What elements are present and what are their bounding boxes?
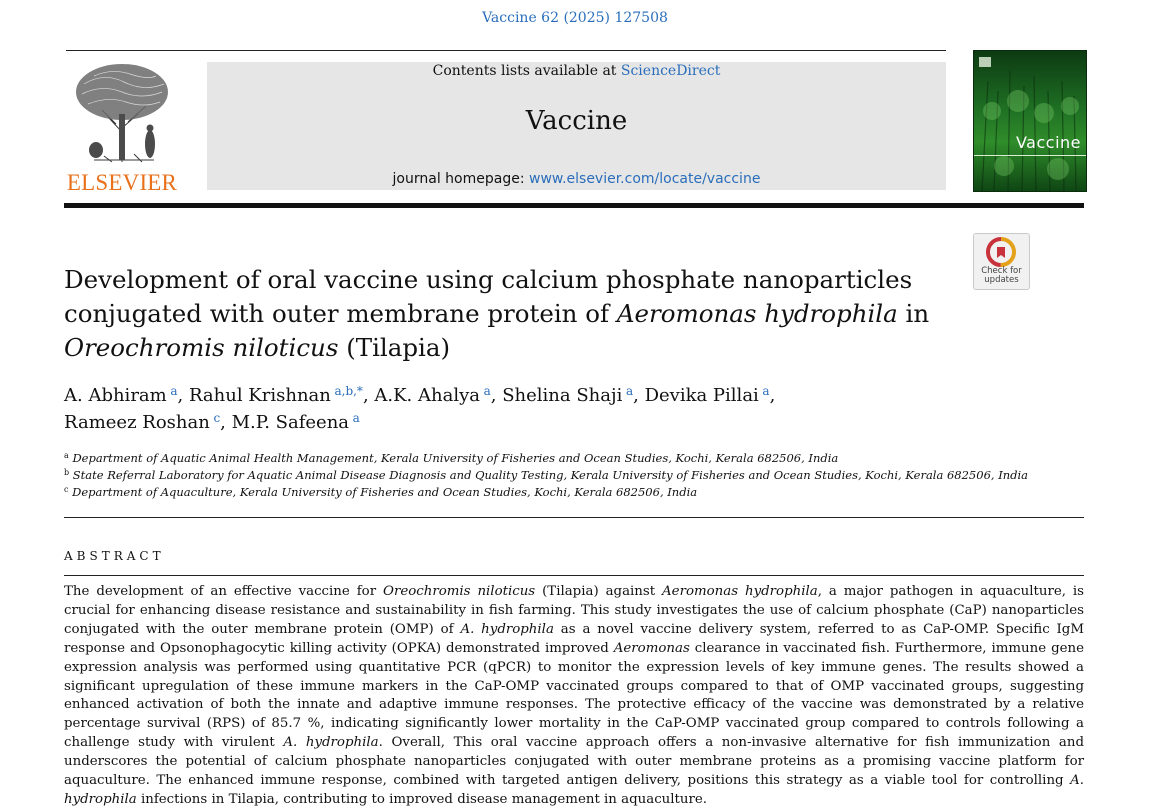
cover-divider [974, 155, 1086, 156]
article-title [64, 263, 944, 365]
title-italic-segment: Oreochromis niloticus [64, 333, 339, 362]
author-separator: , [633, 385, 645, 406]
journal-banner [207, 62, 946, 190]
author-affiliation-marker[interactable]: a [170, 384, 178, 398]
affiliation-text: Department of Aquatic Animal Health Management, Kerala University of Fisheries and Ocean Studies, Kochi, Kerala 682506, India [72, 451, 839, 465]
abstract-segment: , a major pathogen in aquaculture, is crucial for enhancing disease resistance and sustainability in fish farming. This study investigates the use of calcium phosphate (CaP) nanoparticles conjugated with the outer membrane protein (OMP) of [64, 584, 1084, 637]
publisher-logo-text: ELSEVIER [66, 170, 178, 195]
check-updates-icon [984, 237, 1018, 269]
journal-homepage-line [207, 171, 946, 187]
author-name[interactable]: Shelina Shaji [502, 385, 623, 406]
affiliation-item [64, 450, 1064, 467]
author-name[interactable]: M.P. Safeena [231, 412, 350, 433]
abstract-italic-segment: A. hydrophila [460, 621, 554, 637]
homepage-prefix: journal homepage: [392, 171, 529, 187]
author-name[interactable]: Devika Pillai [644, 385, 759, 406]
abstract-italic-segment: Aeromonas hydrophila [662, 584, 818, 599]
author-separator: , [220, 412, 232, 433]
abstract-segment: infections in Tilapia, contributing to improved disease management in aquaculture. [136, 791, 708, 807]
abstract-segment: The development of an effective vaccine for [64, 584, 384, 599]
check-updates-label [974, 267, 1029, 285]
author-separator: , [769, 385, 776, 406]
journal-citation[interactable] [0, 10, 1150, 26]
cover-journal-name: Vaccine [1015, 133, 1081, 152]
affiliation-text: Department of Aquaculture, Kerala University of Fisheries and Ocean Studies, Kochi, Kerala 682506, India [72, 485, 698, 499]
affiliation-marker: b [64, 468, 70, 477]
author-affiliation-marker[interactable]: a [483, 384, 491, 398]
abstract-italic-segment: A. hydrophila [283, 735, 379, 751]
affiliation-text: State Referral Laboratory for Aquatic Animal Disease Diagnosis and Quality Testing, Kerala University of Fisheries and Ocean Studies, Kochi, Kerala 682506, India [72, 468, 1029, 482]
affiliation-marker: c [64, 485, 69, 494]
title-italic-segment: Aeromonas hydrophila [616, 299, 898, 328]
section-divider [64, 517, 1084, 518]
header-top-rule [66, 50, 946, 51]
abstract-italic-segment: Aeromonas [613, 640, 690, 656]
abstract-heading: ABSTRACT [64, 549, 165, 563]
abstract-rule [64, 575, 1084, 576]
author-separator: , [177, 385, 189, 406]
sciencedirect-link[interactable]: ScienceDirect [620, 63, 721, 79]
title-segment: Development of oral vaccine using calcium phosphate nanoparticles conjugated with outer membrane protein of [64, 265, 913, 328]
author-affiliation-marker[interactable]: a [762, 384, 770, 398]
abstract-segment: . Overall, This oral vaccine approach offers a non-invasive alternative for fish immunization and underscores the potential of calcium phosphate nanoparticles conjugated with outer membrane proteins as a promising vaccine platform for aquaculture. The enhanced immune response, combined with targeted antigen delivery, positions this strategy as a viable tool for controlling [64, 735, 1085, 789]
journal-title: Vaccine [525, 106, 628, 136]
header-thick-rule [64, 203, 1084, 208]
author-affiliation-marker[interactable]: a,b,* [334, 384, 363, 398]
abstract-segment: (Tilapia) against [535, 584, 663, 599]
check-updates-line2: updates [984, 275, 1019, 285]
affiliation-list [64, 450, 1064, 501]
author-name[interactable]: Rahul Krishnan [188, 385, 331, 406]
contents-prefix: Contents lists available at [432, 63, 621, 79]
title-segment: (Tilapia) [338, 333, 451, 362]
author-affiliation-marker[interactable]: c [213, 411, 221, 425]
affiliation-item [64, 467, 1064, 484]
check-updates-line1: Check for [981, 266, 1022, 276]
author-affiliation-marker[interactable]: a [625, 384, 634, 398]
citation-link[interactable]: Vaccine 62 (2025) 127508 [482, 10, 668, 26]
author-name[interactable]: Rameez Roshan [64, 412, 210, 433]
check-for-updates-button[interactable] [973, 233, 1030, 290]
contents-line [207, 63, 946, 79]
author-name[interactable]: A. Abhiram [64, 385, 167, 406]
author-name[interactable]: A.K. Ahalya [374, 385, 480, 406]
abstract-italic-segment: Oreochromis niloticus [383, 584, 536, 599]
journal-homepage-link[interactable]: www.elsevier.com/locate/vaccine [529, 171, 761, 187]
abstract-italic-segment: A. hydrophila [64, 773, 1084, 807]
author-separator: , [362, 385, 375, 406]
affiliation-item [64, 484, 1064, 501]
author-affiliation-marker[interactable]: a [352, 411, 360, 425]
abstract-segment: clearance in vaccinated fish. Furthermore, immune gene expression analysis was performed using quantitative PCR (qPCR) to monitor the expression levels of key immune genes. The results showed a significant upregulation of these immune markers in the CaP-OMP vaccinated groups compared to that of OMP vaccinated groups, suggesting enhanced activation of both the innate and adaptive immune responses. The protective efficacy of the vaccine was demonstrated by a relative percentage survival (RPS) of 85.7 %, indicating significantly lower mortality in the CaP-OMP vaccinated group compared to controls following a challenge study with virulent [64, 640, 1085, 751]
title-segment: in [897, 299, 930, 328]
affiliation-marker: a [64, 451, 69, 460]
abstract-text [64, 583, 1084, 810]
author-separator: , [490, 385, 503, 406]
abstract-segment: as a novel vaccine delivery system, referred to as CaP-OMP. Specific IgM response and Opsonophagocytic killing activity (OPKA) demonstrated improved [64, 621, 1085, 656]
journal-cover-image[interactable] [973, 50, 1087, 192]
author-list [64, 382, 964, 436]
